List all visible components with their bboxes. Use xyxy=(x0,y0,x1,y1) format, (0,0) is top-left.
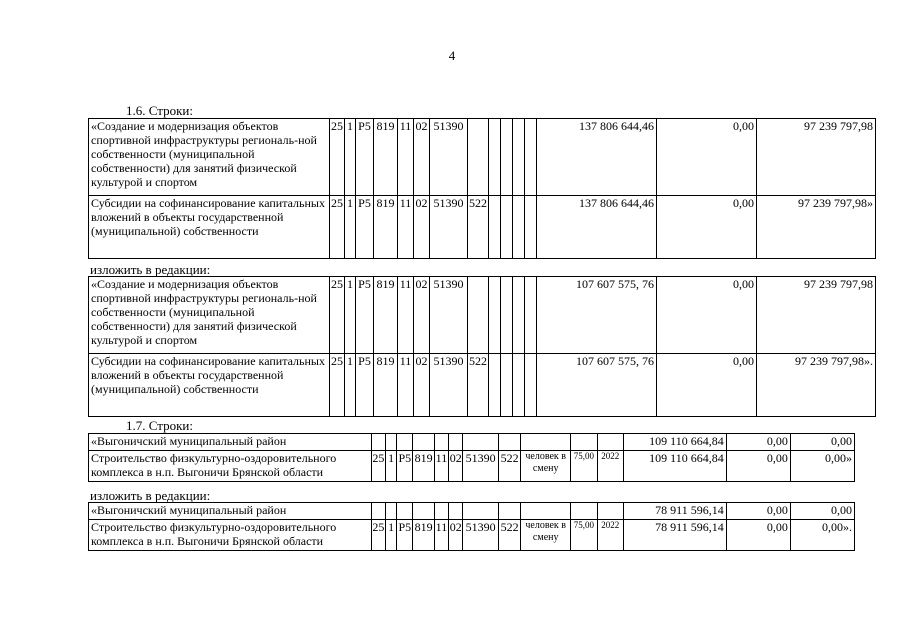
unit-cell: человек в смену xyxy=(521,520,571,551)
code-cell: 51390 xyxy=(430,354,468,417)
code-cell xyxy=(498,503,520,520)
amount-3: 97 239 797,98». xyxy=(757,354,876,417)
code-cell: 522 xyxy=(468,354,489,417)
amount-3: 0,00» xyxy=(790,451,854,482)
empty-cell xyxy=(525,354,537,417)
code-cell: 11 xyxy=(398,119,414,196)
amount-1: 107 607 575, 76 xyxy=(537,354,657,417)
code-cell: 02 xyxy=(414,119,430,196)
replace-label-1-7: изложить в редакции: xyxy=(90,488,211,503)
empty-cell xyxy=(513,119,525,196)
code-cell xyxy=(434,503,448,520)
row-name: Субсидии на софинансирование капитальных вложений в объекты государственной (муниципальной) собственности xyxy=(89,354,330,417)
code-cell: 02 xyxy=(414,196,430,259)
unit-cell xyxy=(521,503,571,520)
code-cell xyxy=(386,434,397,451)
amount-1: 107 607 575, 76 xyxy=(537,277,657,354)
code-cell: Р5 xyxy=(397,451,413,482)
amount-2: 0,00 xyxy=(657,119,757,196)
empty-cell xyxy=(525,119,537,196)
year-cell xyxy=(597,503,623,520)
code-cell: 11 xyxy=(398,354,414,417)
empty-cell xyxy=(525,277,537,354)
table-row xyxy=(89,196,876,259)
code-cell: 1 xyxy=(386,451,397,482)
empty-cell xyxy=(489,119,501,196)
code-cell: 819 xyxy=(374,119,398,196)
empty-cell xyxy=(525,196,537,259)
code-cell: 51390 xyxy=(463,451,499,482)
code-cell xyxy=(468,277,489,354)
code-cell: 25 xyxy=(371,451,385,482)
amount-3: 97 239 797,98» xyxy=(757,196,876,259)
empty-cell xyxy=(489,196,501,259)
code-cell xyxy=(371,434,385,451)
code-cell: 11 xyxy=(434,520,448,551)
code-cell: 02 xyxy=(449,520,463,551)
quantity-cell xyxy=(571,503,597,520)
table-row xyxy=(89,434,855,451)
table-row xyxy=(89,354,876,417)
code-cell xyxy=(449,434,463,451)
row-name: Строительство физкультурно-оздоровительного комплекса в н.п. Выгоничи Брянской области xyxy=(89,520,372,551)
empty-cell xyxy=(501,354,513,417)
amount-3: 97 239 797,98 xyxy=(757,119,876,196)
empty-cell xyxy=(501,119,513,196)
code-cell: 25 xyxy=(330,119,345,196)
empty-cell xyxy=(489,277,501,354)
row-name: Строительство физкультурно-оздоровительного комплекса в н.п. Выгоничи Брянской области xyxy=(89,451,372,482)
quantity-cell: 75,00 xyxy=(571,451,597,482)
code-cell: 02 xyxy=(414,277,430,354)
code-cell: 1 xyxy=(345,196,356,259)
code-cell xyxy=(386,503,397,520)
table-row xyxy=(89,119,876,196)
empty-cell xyxy=(489,354,501,417)
code-cell xyxy=(371,503,385,520)
code-cell: 02 xyxy=(414,354,430,417)
year-cell: 2022 xyxy=(597,520,623,551)
page-number: 4 xyxy=(448,48,456,63)
amount-1: 109 110 664,84 xyxy=(624,434,727,451)
table-1-6-new xyxy=(88,276,876,417)
code-cell: 11 xyxy=(434,451,448,482)
amount-2: 0,00 xyxy=(657,277,757,354)
code-cell: 1 xyxy=(345,277,356,354)
code-cell: Р5 xyxy=(356,196,374,259)
code-cell: 25 xyxy=(330,277,345,354)
table-row xyxy=(89,277,876,354)
row-name: «Выгоничский муниципальный район xyxy=(89,434,372,451)
code-cell: 522 xyxy=(498,520,520,551)
empty-cell xyxy=(513,196,525,259)
table-1-7-new xyxy=(88,502,855,551)
row-name: «Выгоничский муниципальный район xyxy=(89,503,372,520)
amount-3: 0,00 xyxy=(790,503,854,520)
amount-3: 97 239 797,98 xyxy=(757,277,876,354)
code-cell: 51390 xyxy=(430,196,468,259)
code-cell: Р5 xyxy=(356,354,374,417)
year-cell xyxy=(597,434,623,451)
replace-label-1-6: изложить в редакции: xyxy=(90,262,211,277)
row-name: «Создание и модернизация объектов спортивной инфраструктуры региональ-ной собственности (муниципальной собственности) для занятий физической культурой и спортом xyxy=(89,119,330,196)
code-cell xyxy=(463,434,499,451)
section-title-1-7: 1.7. Строки: xyxy=(126,418,193,433)
amount-2: 0,00 xyxy=(726,503,790,520)
amount-1: 78 911 596,14 xyxy=(624,503,727,520)
empty-cell xyxy=(513,354,525,417)
code-cell: 1 xyxy=(345,119,356,196)
amount-1: 109 110 664,84 xyxy=(624,451,727,482)
code-cell: Р5 xyxy=(356,277,374,354)
code-cell: 51390 xyxy=(463,520,499,551)
amount-2: 0,00 xyxy=(726,451,790,482)
table-row xyxy=(89,520,855,551)
empty-cell xyxy=(513,277,525,354)
code-cell xyxy=(397,434,413,451)
code-cell: 819 xyxy=(374,354,398,417)
code-cell: 25 xyxy=(330,196,345,259)
amount-2: 0,00 xyxy=(726,520,790,551)
code-cell: 51390 xyxy=(430,277,468,354)
code-cell xyxy=(463,503,499,520)
amount-1: 137 806 644,46 xyxy=(537,196,657,259)
code-cell: 11 xyxy=(398,196,414,259)
row-name: «Создание и модернизация объектов спортивной инфраструктуры региональ-ной собственности (муниципальной собственности) для занятий физической культурой и спортом xyxy=(89,277,330,354)
table-row xyxy=(89,451,855,482)
code-cell: 1 xyxy=(345,354,356,417)
code-cell: 25 xyxy=(330,354,345,417)
code-cell: 11 xyxy=(398,277,414,354)
unit-cell xyxy=(521,434,571,451)
quantity-cell: 75,00 xyxy=(571,520,597,551)
code-cell: 522 xyxy=(468,196,489,259)
amount-2: 0,00 xyxy=(657,196,757,259)
code-cell: 522 xyxy=(498,451,520,482)
amount-3: 0,00 xyxy=(790,434,854,451)
code-cell xyxy=(434,434,448,451)
code-cell: Р5 xyxy=(356,119,374,196)
row-name: Субсидии на софинансирование капитальных вложений в объекты государственной (муниципальной) собственности xyxy=(89,196,330,259)
section-title-1-6: 1.6. Строки: xyxy=(126,103,193,118)
empty-cell xyxy=(501,196,513,259)
code-cell xyxy=(468,119,489,196)
amount-2: 0,00 xyxy=(726,434,790,451)
code-cell xyxy=(498,434,520,451)
code-cell xyxy=(449,503,463,520)
unit-cell: человек в смену xyxy=(521,451,571,482)
empty-cell xyxy=(501,277,513,354)
amount-3: 0,00». xyxy=(790,520,854,551)
amount-1: 78 911 596,14 xyxy=(624,520,727,551)
code-cell: 819 xyxy=(413,451,434,482)
code-cell: 819 xyxy=(413,520,434,551)
code-cell: Р5 xyxy=(397,520,413,551)
code-cell xyxy=(413,503,434,520)
code-cell: 51390 xyxy=(430,119,468,196)
code-cell: 1 xyxy=(386,520,397,551)
code-cell: 819 xyxy=(374,277,398,354)
code-cell xyxy=(397,503,413,520)
code-cell xyxy=(413,434,434,451)
amount-2: 0,00 xyxy=(657,354,757,417)
year-cell: 2022 xyxy=(597,451,623,482)
amount-1: 137 806 644,46 xyxy=(537,119,657,196)
code-cell: 819 xyxy=(374,196,398,259)
table-row xyxy=(89,503,855,520)
table-1-7-old xyxy=(88,433,855,482)
table-1-6-old xyxy=(88,118,876,259)
code-cell: 02 xyxy=(449,451,463,482)
code-cell: 25 xyxy=(371,520,385,551)
quantity-cell xyxy=(571,434,597,451)
